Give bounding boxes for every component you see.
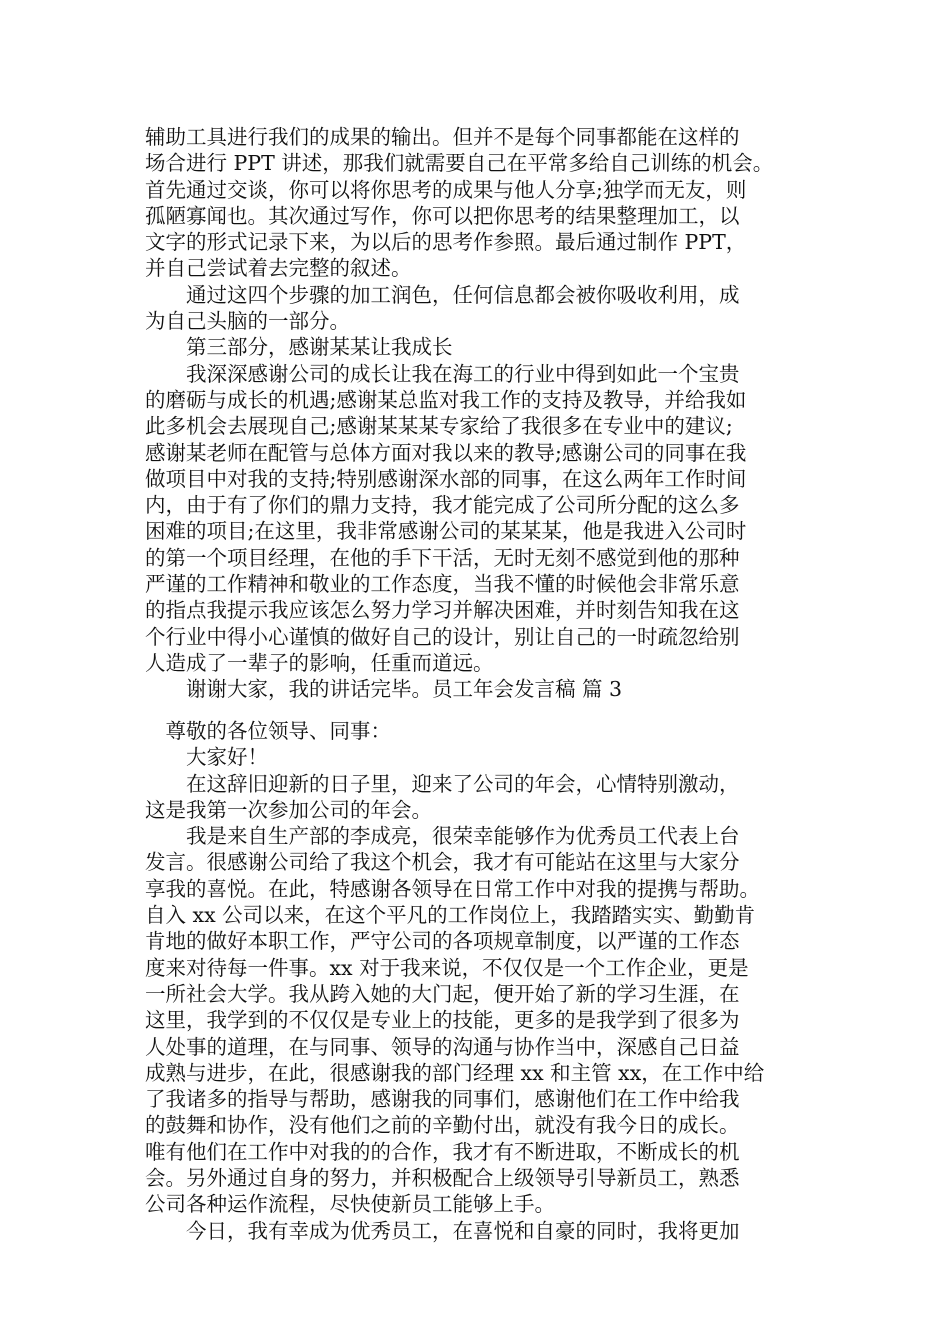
text-line: 这里，我学到的不仅仅是专业上的技能，更多的是我学到了很多为 (145, 1008, 740, 1033)
text-line: 今日，我有幸成为优秀员工，在喜悦和自豪的同时，我将更加 (145, 1218, 740, 1243)
text-line: 的鼓舞和协作，没有他们之前的辛勤付出，就没有我今日的成长。 (145, 1113, 740, 1138)
text-line: 公司各种运作流程，尽快使新员工能够上手。 (145, 1192, 555, 1217)
text-line: 这是我第一次参加公司的年会。 (145, 797, 432, 822)
text-line: 困难的项目;在这里，我非常感谢公司的某某某，他是我进入公司时 (145, 519, 747, 544)
text-line: 会。另外通过自身的努力，并积极配合上级领导引导新员工，熟悉 (145, 1166, 740, 1191)
text-line: 自入 xx 公司以来，在这个平凡的工作岗位上，我踏踏实实、勤勤肯 (145, 903, 756, 928)
text-line: 孤陋寡闻也。其次通过写作，你可以把你思考的结果整理加工，以 (145, 203, 740, 228)
text-line: 发言。很感谢公司给了我这个机会，我才有可能站在这里与大家分 (145, 850, 740, 875)
text-line: 度来对待每一件事。xx 对于我来说，不仅仅是一个工作企业，更是 (145, 955, 749, 980)
text-line: 一所社会大学。我从跨入她的大门起，便开始了新的学习生涯，在 (145, 981, 740, 1006)
text-line: 的磨砺与成长的机遇;感谢某总监对我工作的支持及教导，并给我如 (145, 387, 747, 412)
text-line: 内，由于有了你们的鼎力支持，我才能完成了公司所分配的这么多 (145, 493, 740, 518)
text-line: 的第一个项目经理，在他的手下干活，无时无刻不感觉到他的那种 (145, 545, 740, 570)
text-line: 做项目中对我的支持;特别感谢深水部的同事，在这么两年工作时间 (145, 466, 747, 491)
text-line: 通过这四个步骤的加工润色，任何信息都会被你吸收利用，成 (145, 282, 740, 307)
text-section-bottom (145, 718, 835, 1244)
text-line: 为自己头脑的一部分。 (145, 309, 350, 334)
text-line: 了我诸多的指导与帮助，感谢我的同事们，感谢他们在工作中给我 (145, 1087, 740, 1112)
text-line: 我深深感谢公司的成长让我在海工的行业中得到如此一个宝贵 (145, 361, 740, 386)
text-line: 的指点我提示我应该怎么努力学习并解决困难，并时刻告知我在这 (145, 598, 740, 623)
text-line: 成熟与进步，在此，很感谢我的部门经理 xx 和主管 xx，在工作中给 (145, 1060, 765, 1085)
text-line: 享我的喜悦。在此，特感谢各领导在日常工作中对我的提携与帮助。 (145, 876, 760, 901)
salutation-line: 尊敬的各位领导、同事： (145, 719, 391, 743)
text-line: 并自己尝试着去完整的叙述。 (145, 256, 412, 281)
text-line: 首先通过交谈，你可以将你思考的成果与他人分享;独学而无友，则 (145, 177, 747, 202)
text-section-top (145, 124, 835, 703)
text-line: 唯有他们在工作中对我的的合作，我才有不断进取，不断成长的机 (145, 1139, 740, 1164)
text-line: 文字的形式记录下来，为以后的思考作参照。最后通过制作 PPT， (145, 230, 747, 255)
text-line: 此多机会去展现自己;感谢某某某专家给了我很多在专业中的建议; (145, 414, 733, 439)
speech-ending-line: 谢谢大家，我的讲话完毕。员工年会发言稿 篇 3 (145, 677, 623, 702)
text-line: 在这辞旧迎新的日子里，迎来了公司的年会，心情特别激动， (145, 771, 740, 796)
text-line: 人处事的道理，在与同事、领导的沟通与协作当中，深感自己日益 (145, 1034, 740, 1059)
text-line: 辅助工具进行我们的成果的输出。但并不是每个同事都能在这样的 (145, 125, 740, 149)
section-heading: 第三部分，感谢某某让我成长 (145, 335, 453, 360)
greeting-line: 大家好！ (145, 745, 268, 770)
text-line: 场合进行 PPT 讲述，那我们就需要自己在平常多给自己训练的机会。 (145, 151, 774, 176)
text-line: 人造成了一辈子的影响，任重而道远。 (145, 650, 494, 675)
text-line: 肯地的做好本职工作，严守公司的各项规章制度，以严谨的工作态 (145, 929, 740, 954)
text-line: 感谢某老师在配管与总体方面对我以来的教导;感谢公司的同事在我 (145, 440, 747, 465)
text-line: 个行业中得小心谨慎的做好自己的设计，别让自己的一时疏忽给别 (145, 624, 740, 649)
text-line: 严谨的工作精神和敬业的工作态度，当我不懂的时候他会非常乐意 (145, 572, 740, 597)
text-line: 我是来自生产部的李成亮，很荣幸能够作为优秀员工代表上台 (145, 824, 740, 849)
